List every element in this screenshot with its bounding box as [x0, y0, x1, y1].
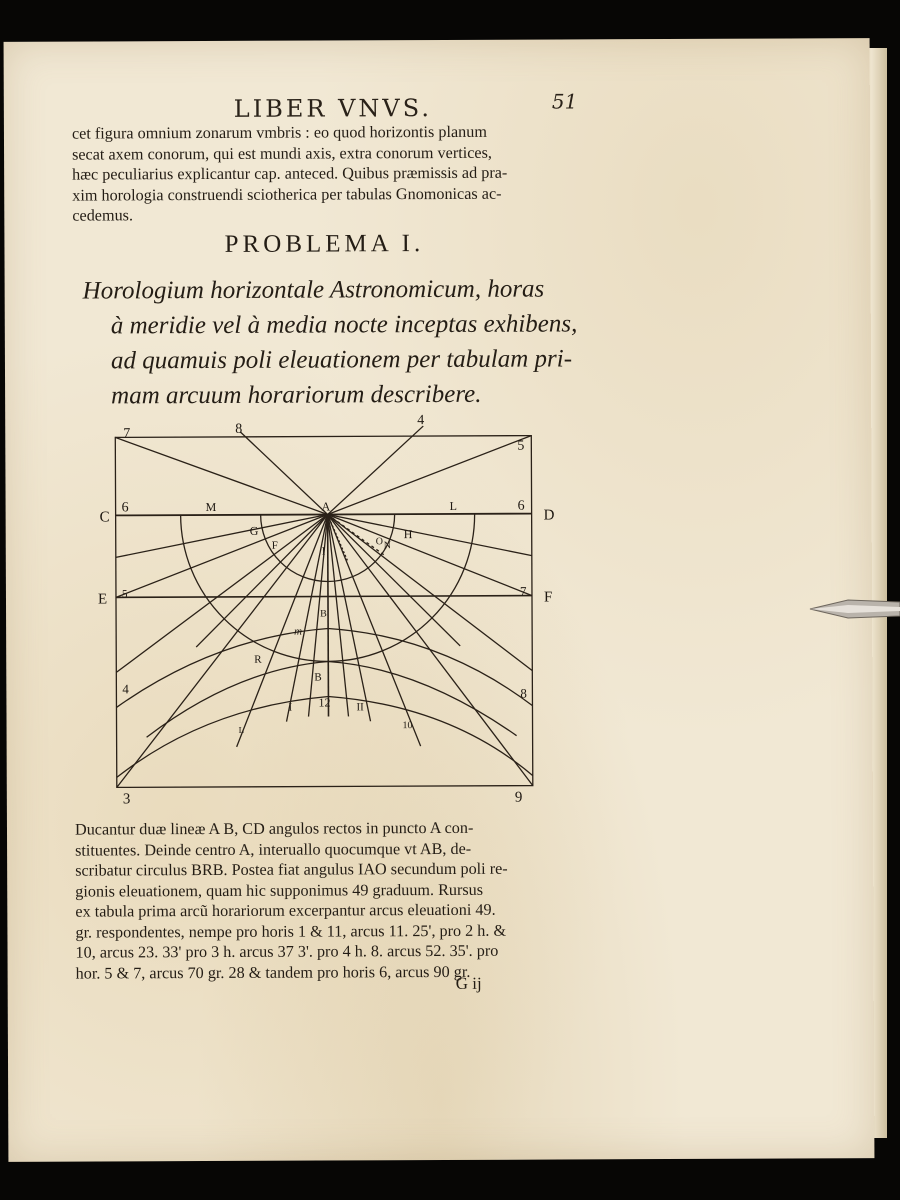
label: M	[205, 499, 217, 515]
text-line: gr. respondentes, nempe pro horis 1 & 11, arcus 11. 25', pro 2 h. &	[75, 921, 507, 942]
text-line: secat axem conorum, qui est mundi axis, extra conorum vertices,	[72, 143, 492, 164]
label: G	[249, 523, 259, 538]
page-number: 51	[551, 89, 578, 114]
label: O	[375, 536, 384, 548]
label: E	[97, 591, 108, 608]
title-line: mam arcuum horariorum describere.	[111, 380, 482, 410]
label: 9	[514, 789, 523, 806]
label: C	[99, 509, 110, 526]
label: I	[288, 701, 293, 714]
label: R	[254, 653, 262, 666]
label: m	[294, 625, 303, 638]
label: H	[403, 527, 413, 542]
text-line: Ducantur duæ lineæ A B, CD angulos rectos in puncto A con-	[74, 818, 474, 839]
label: 7	[519, 583, 527, 599]
label: 4	[122, 681, 129, 697]
text-line: 10, arcus 23. 33' pro 3 h. arcus 37 3'. pro 4 h. 8. arcus 52. 35'. pro	[75, 941, 499, 962]
label: I	[321, 545, 326, 558]
problem-title	[83, 271, 594, 413]
pen-nib-icon	[808, 596, 900, 622]
label: B	[320, 608, 327, 620]
text-line: hor. 5 & 7, arcus 70 gr. 28 & tandem pro horis 6, arcus 90 gr.	[75, 962, 471, 983]
text-line: gionis eleuationem, quam hic supponimus 49 graduum. Rursus	[75, 880, 484, 901]
label: 7	[123, 426, 131, 442]
sundial-diagram	[85, 405, 567, 807]
label: 10	[402, 720, 413, 732]
label: N	[383, 540, 392, 552]
text-line: ex tabula prima arcũ horariorum excerpantur arcus eleuationi 49.	[75, 900, 496, 921]
label: 12	[318, 695, 331, 710]
text-line: cet figura omnium zonarum vmbris : eo quod horizontis planum	[71, 122, 487, 143]
text-line: scribatur circulus BRB. Postea fiat angulus IAO secundum poli re-	[75, 859, 508, 880]
label: L	[238, 724, 245, 735]
problem-heading: PROBLEMA I.	[224, 230, 425, 258]
label: 3	[122, 791, 131, 808]
text-line: cedemus.	[72, 206, 134, 225]
label: L	[449, 498, 457, 513]
label: 8	[520, 685, 527, 701]
title-line: à meridie vel à media nocte inceptas exhibens,	[110, 310, 578, 340]
label: 8	[235, 421, 243, 437]
label: 5	[517, 438, 525, 454]
intro-paragraph	[72, 121, 576, 226]
signature-mark: G ij	[455, 973, 482, 993]
text-line: xim horologia construendi sciothericа per tabulas Gnomonicas ac-	[72, 184, 502, 205]
label: 6	[121, 500, 129, 516]
book-page	[4, 38, 875, 1162]
label: A	[321, 499, 331, 514]
title-line: ad quamuis poli eleuationem per tabulam pri-	[110, 345, 573, 375]
label: F	[271, 539, 278, 552]
label: II	[356, 701, 364, 714]
label: 5	[121, 588, 128, 601]
text-line: hæc peculiarius explicantur cap. anteced. Quibus præmissis ad pra-	[72, 163, 508, 184]
label: 6	[517, 498, 525, 514]
running-head: LIBER VNVS.	[233, 94, 432, 123]
title-line: Horologium horizontale Astronomicum, horas	[82, 275, 545, 305]
label: 4	[417, 413, 425, 429]
label: D	[543, 507, 555, 524]
label: B	[314, 671, 322, 684]
text-line: stituentes. Deinde centro A, interuallo quocumque vt AB, de-	[75, 839, 472, 860]
body-paragraph	[75, 817, 580, 983]
label: F	[543, 589, 553, 606]
